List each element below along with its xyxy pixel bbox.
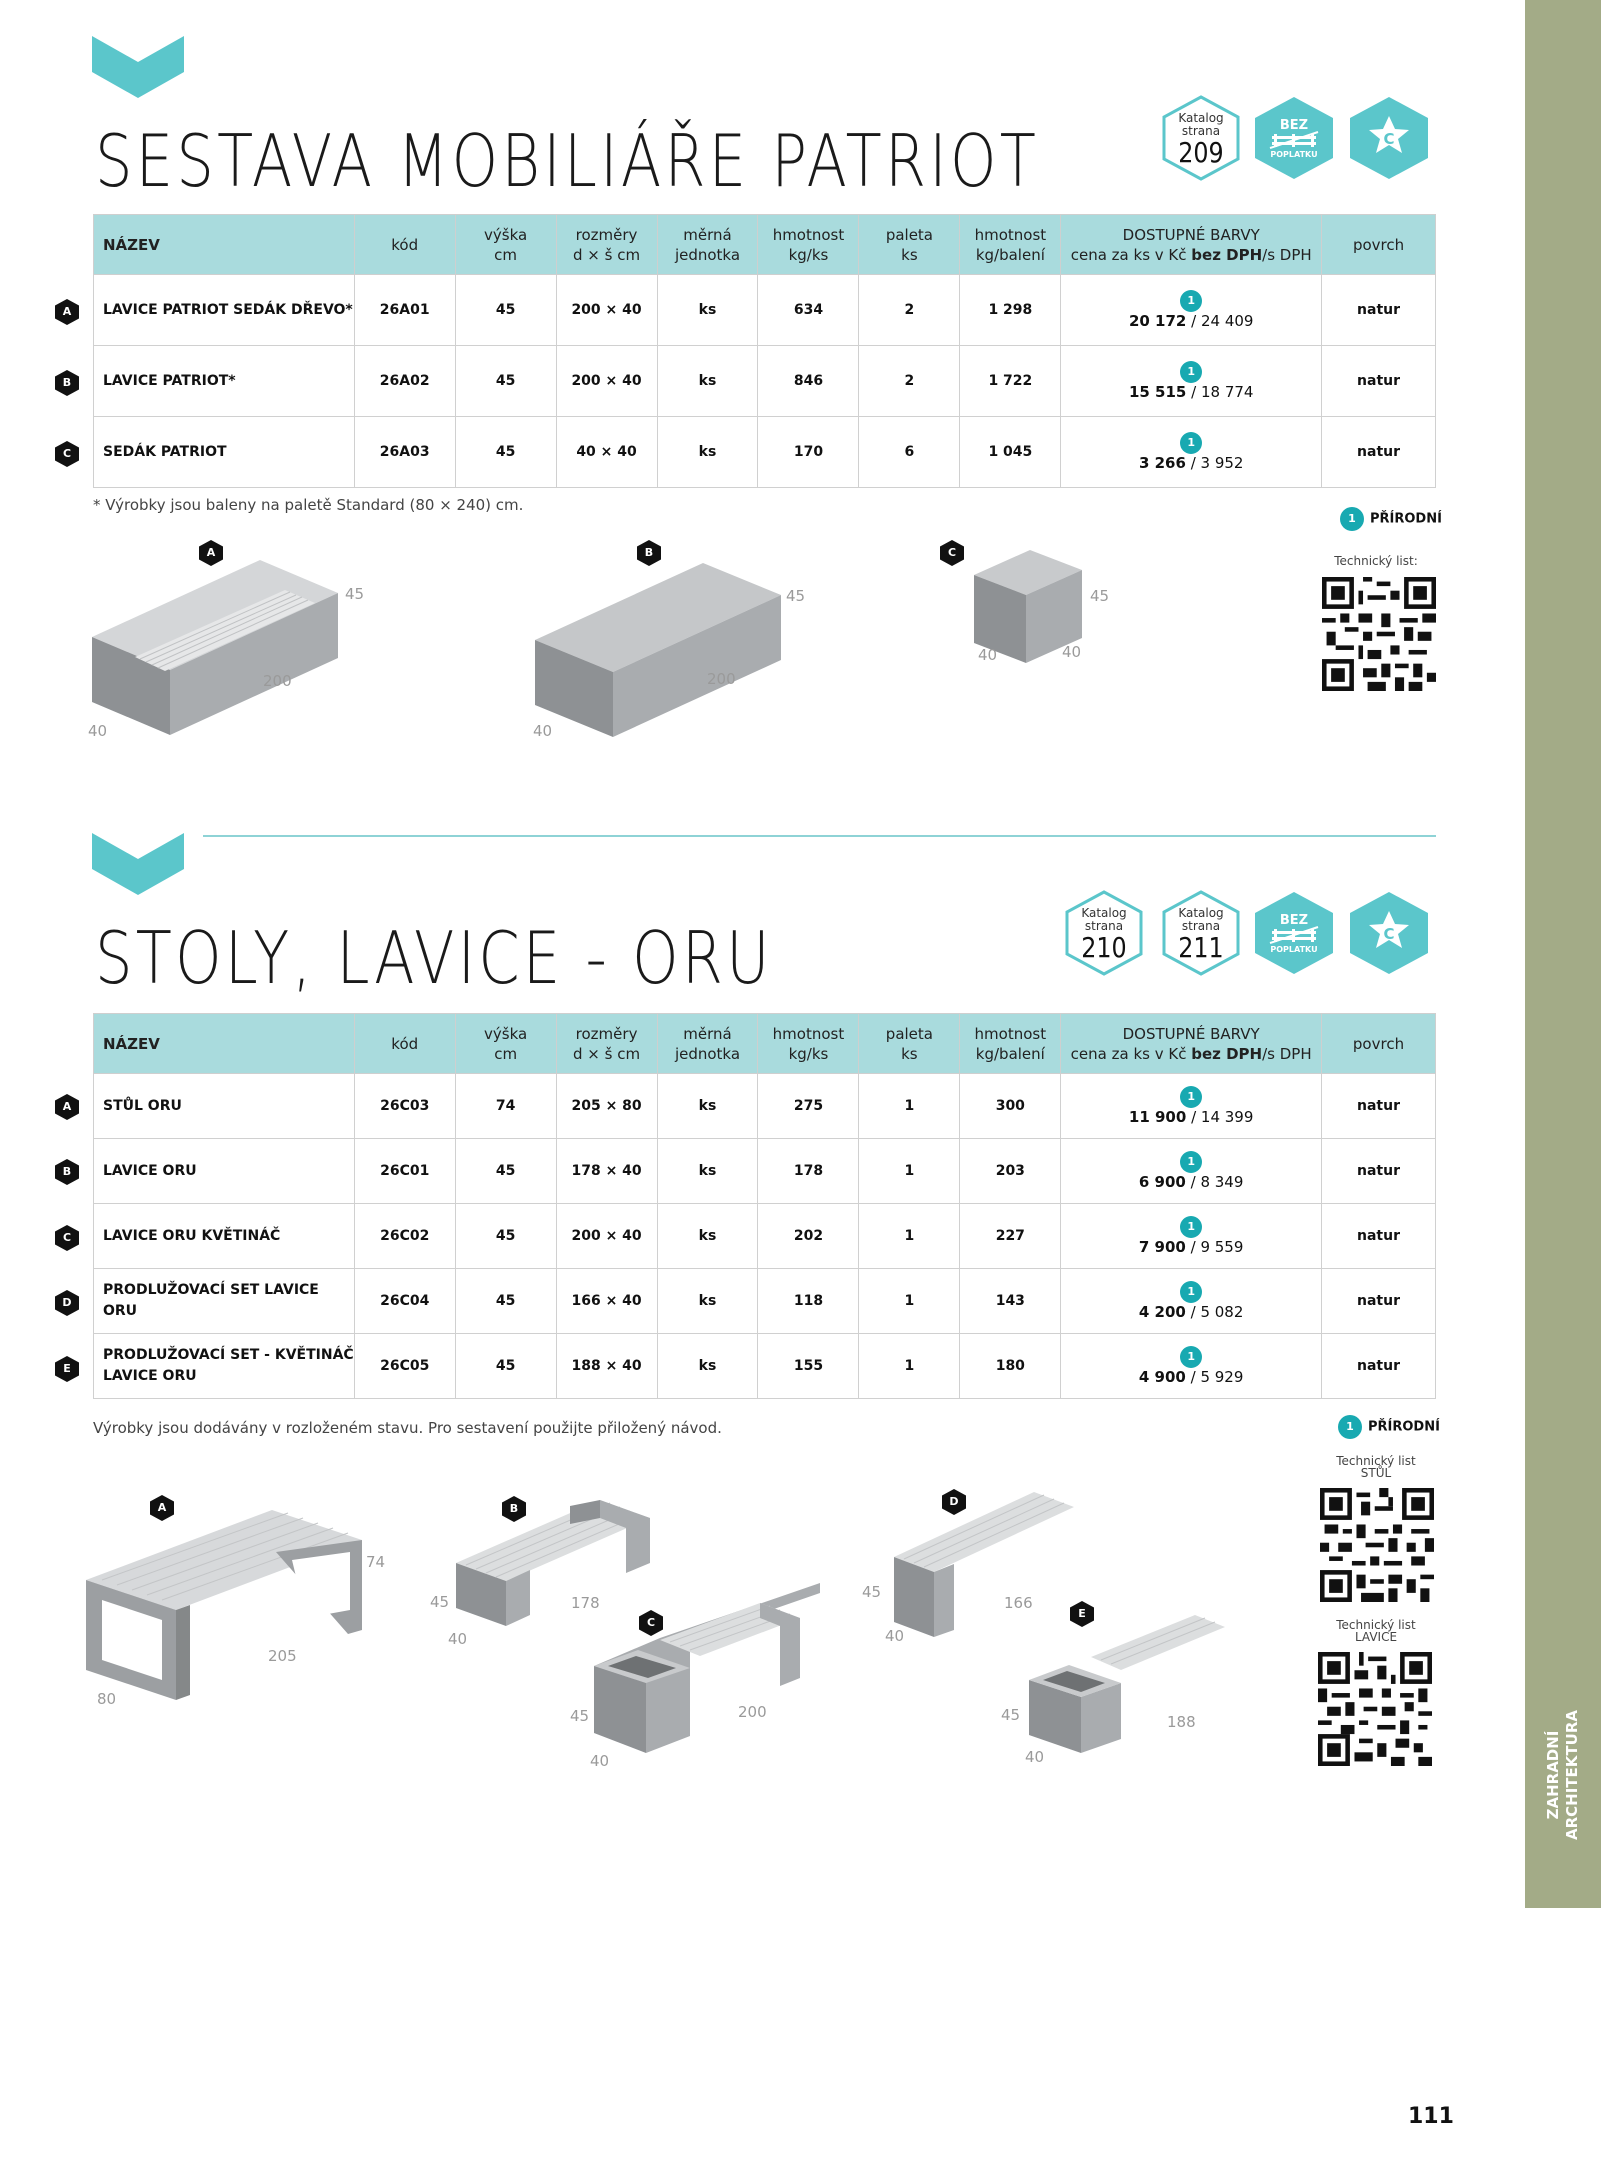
tech-sheet-label-stul: Technický list STŮL: [1336, 1454, 1416, 1480]
dim-length: 178: [571, 1594, 600, 1612]
header-pallet: paleta ks: [859, 215, 960, 275]
header-name: NÁZEV: [94, 215, 355, 275]
header-surface: povrch: [1322, 1014, 1436, 1074]
header-dims: rozměry d × š cm: [556, 215, 657, 275]
quality-class-c-badge: C: [1345, 889, 1433, 977]
color-natural-dot: 1: [1180, 290, 1202, 312]
color-natural-dot: 1: [1180, 1216, 1202, 1238]
dim-width: 40: [533, 722, 553, 740]
section-title: SESTAVA MOBILIÁŘE PATRIOT: [95, 119, 1040, 203]
cell-weight: 178: [758, 1139, 859, 1204]
dim-width: 40: [978, 646, 998, 664]
dim-length: 200: [263, 672, 292, 690]
row-mark-b: B: [55, 1159, 79, 1185]
cell-unit: ks: [657, 1139, 758, 1204]
cell-height: 74: [455, 1074, 556, 1139]
catalog-page-badge: Katalog strana 209: [1157, 94, 1245, 182]
header-pallet: paleta ks: [859, 1014, 960, 1074]
table-row: [94, 346, 1436, 417]
cell-surface: natur: [1322, 1074, 1436, 1139]
row-mark-a: A: [55, 1094, 79, 1120]
cell-height: 45: [455, 1139, 556, 1204]
dim-length: 205: [268, 1647, 297, 1665]
sidebar-label: ZAHRADNÍ ARCHITEKTURA: [1544, 1710, 1581, 1840]
cell-price: 1 6 900 / 8 349: [1061, 1139, 1322, 1204]
quality-class-c-badge: C: [1345, 94, 1433, 182]
table-row: [94, 1269, 1436, 1334]
header-code: kód: [354, 215, 455, 275]
cell-weight: 275: [758, 1074, 859, 1139]
cell-code: 26C03: [354, 1074, 455, 1139]
color-natural-dot: 1: [1180, 1151, 1202, 1173]
table-row: [94, 1074, 1436, 1139]
cell-pallet: 6: [859, 417, 960, 488]
dim-height: 45: [1001, 1706, 1021, 1724]
cell-weight: 155: [758, 1334, 859, 1399]
cell-surface: natur: [1322, 275, 1436, 346]
color-natural-dot: 1: [1338, 1415, 1362, 1439]
header-name: NÁZEV: [94, 1014, 355, 1074]
dim-length: 200: [707, 670, 736, 688]
product-mark-b: B: [637, 540, 661, 566]
dim-width: 40: [590, 1752, 610, 1770]
section-divider: [203, 835, 1436, 837]
color-legend: 1 PŘÍRODNÍ: [1338, 1415, 1440, 1439]
cell-unit: ks: [657, 1334, 758, 1399]
catalog-page-badge: Katalog strana 211: [1157, 889, 1245, 977]
cell-name: PRODLUŽOVACÍ SET LAVICE ORU: [94, 1269, 355, 1334]
cell-price: 1 3 266 / 3 952: [1061, 417, 1322, 488]
cell-weight-pack: 1 045: [960, 417, 1061, 488]
cell-name: LAVICE ORU: [94, 1139, 355, 1204]
cell-weight: 634: [758, 275, 859, 346]
header-colors: DOSTUPNÉ BARVY cena za ks v Kč bez DPH/s DPH: [1061, 215, 1322, 275]
header-unit: měrná jednotka: [657, 215, 758, 275]
cell-price: 1 4 200 / 5 082: [1061, 1269, 1322, 1334]
dim-width: 40: [885, 1627, 905, 1645]
cell-price: 1 4 900 / 5 929: [1061, 1334, 1322, 1399]
cell-name: STŮL ORU: [94, 1074, 355, 1139]
dim-length: 188: [1167, 1713, 1196, 1731]
dim-length: 200: [738, 1703, 767, 1721]
cell-weight-pack: 1 298: [960, 275, 1061, 346]
dim-height: 45: [862, 1583, 882, 1601]
color-natural-dot: 1: [1340, 507, 1364, 531]
cell-code: 26A02: [354, 346, 455, 417]
cell-dims: 40 × 40: [556, 417, 657, 488]
cell-price: 1 11 900 / 14 399: [1061, 1074, 1322, 1139]
color-natural-dot: 1: [1180, 1346, 1202, 1368]
cell-weight-pack: 300: [960, 1074, 1061, 1139]
cell-weight-pack: 203: [960, 1139, 1061, 1204]
color-natural-dot: 1: [1180, 1281, 1202, 1303]
cell-code: 26A03: [354, 417, 455, 488]
header-surface: povrch: [1322, 215, 1436, 275]
dim-height: 45: [1090, 587, 1110, 605]
dim-height: 74: [366, 1553, 386, 1571]
cell-pallet: 2: [859, 346, 960, 417]
color-natural-dot: 1: [1180, 1086, 1202, 1108]
cell-height: 45: [455, 417, 556, 488]
dim-height: 45: [786, 587, 806, 605]
cell-name: LAVICE PATRIOT*: [94, 346, 355, 417]
product-mark-d: D: [942, 1489, 966, 1515]
dim-height: 45: [345, 585, 365, 603]
cell-price: 1 20 172 / 24 409: [1061, 275, 1322, 346]
cell-weight: 202: [758, 1204, 859, 1269]
page-number: 111: [1408, 2104, 1454, 2129]
cell-code: 26C04: [354, 1269, 455, 1334]
product-mark-c: C: [940, 540, 964, 566]
product-image-prodluzovaci-set-kvetinac: [1025, 1595, 1225, 1755]
row-mark-e: E: [55, 1356, 79, 1382]
header-weight-pack: hmotnost kg/balení: [960, 215, 1061, 275]
cell-weight-pack: 227: [960, 1204, 1061, 1269]
product-mark-a: A: [150, 1495, 174, 1521]
cell-price: 1 15 515 / 18 774: [1061, 346, 1322, 417]
catalog-page-badge: Katalog strana 210: [1060, 889, 1148, 977]
row-mark-d: D: [55, 1290, 79, 1316]
header-code: kód: [354, 1014, 455, 1074]
dim-width: 40: [448, 1630, 468, 1648]
color-natural-dot: 1: [1180, 361, 1202, 383]
chevron-icon: [92, 36, 184, 98]
cell-dims: 200 × 40: [556, 346, 657, 417]
tech-sheet-label-lavice: Technický list LAVICE: [1336, 1618, 1416, 1644]
row-mark-a: A: [55, 299, 79, 325]
cell-name: PRODLUŽOVACÍ SET - KVĚTINÁČ LAVICE ORU: [94, 1334, 355, 1399]
cell-dims: 200 × 40: [556, 275, 657, 346]
cell-pallet: 1: [859, 1204, 960, 1269]
cell-code: 26A01: [354, 275, 455, 346]
cell-height: 45: [455, 1269, 556, 1334]
dim-height: 45: [430, 1593, 450, 1611]
header-unit: měrná jednotka: [657, 1014, 758, 1074]
sidebar-tab: [1525, 0, 1601, 1908]
cell-weight: 846: [758, 346, 859, 417]
dim-height: 45: [570, 1707, 590, 1725]
header-weight: hmotnost kg/ks: [758, 215, 859, 275]
product-image-stul-oru: [82, 1500, 372, 1710]
row-mark-c: C: [55, 441, 79, 467]
table-row: [94, 1334, 1436, 1399]
chevron-icon: [92, 833, 184, 895]
assembly-note: Výrobky jsou dodávány v rozloženém stavu. Pro sestavení použijte přiložený návod.: [93, 1419, 722, 1437]
cell-name: LAVICE ORU KVĚTINÁČ: [94, 1204, 355, 1269]
cell-surface: natur: [1322, 417, 1436, 488]
cell-weight: 118: [758, 1269, 859, 1334]
cell-unit: ks: [657, 1204, 758, 1269]
color-legend: 1 PŘÍRODNÍ: [1340, 507, 1442, 531]
cell-code: 26C05: [354, 1334, 455, 1399]
qr-code-icon: [1322, 577, 1436, 691]
cell-surface: natur: [1322, 1334, 1436, 1399]
product-image-lavice-patriot-drevo: [80, 545, 360, 745]
product-table: [93, 1013, 1436, 1399]
qr-code-icon: [1318, 1652, 1432, 1766]
cell-dims: 166 × 40: [556, 1269, 657, 1334]
product-mark-c: C: [639, 1610, 663, 1636]
tech-sheet-label: Technický list:: [1334, 554, 1418, 568]
cell-name: LAVICE PATRIOT SEDÁK DŘEVO*: [94, 275, 355, 346]
no-fee-pallet-badge: BEZ POPLATKU: [1250, 889, 1338, 977]
table-header: [94, 215, 1436, 275]
dim-length: 166: [1004, 1594, 1033, 1612]
header-weight: hmotnost kg/ks: [758, 1014, 859, 1074]
product-image-lavice-oru-kvetinac: [590, 1578, 820, 1758]
table-header: [94, 1014, 1436, 1074]
product-table: [93, 214, 1436, 488]
cell-unit: ks: [657, 1269, 758, 1334]
product-mark-b: B: [502, 1496, 526, 1522]
cell-height: 45: [455, 1334, 556, 1399]
section-title: STOLY, LAVICE - ORU: [95, 916, 773, 1000]
cell-unit: ks: [657, 417, 758, 488]
cell-weight-pack: 180: [960, 1334, 1061, 1399]
table-row: [94, 275, 1436, 346]
cell-surface: natur: [1322, 346, 1436, 417]
header-dims: rozměry d × š cm: [556, 1014, 657, 1074]
cell-pallet: 1: [859, 1139, 960, 1204]
product-image-lavice-patriot: [525, 545, 805, 745]
qr-code-icon: [1320, 1488, 1434, 1602]
product-mark-a: A: [199, 540, 223, 566]
cell-dims: 200 × 40: [556, 1204, 657, 1269]
cell-code: 26C01: [354, 1139, 455, 1204]
dim-width: 80: [97, 1690, 117, 1708]
table-row: [94, 1204, 1436, 1269]
cell-dims: 188 × 40: [556, 1334, 657, 1399]
cell-weight-pack: 1 722: [960, 346, 1061, 417]
header-weight-pack: hmotnost kg/balení: [960, 1014, 1061, 1074]
color-natural-dot: 1: [1180, 432, 1202, 454]
cell-weight-pack: 143: [960, 1269, 1061, 1334]
table-row: [94, 1139, 1436, 1204]
cell-name: SEDÁK PATRIOT: [94, 417, 355, 488]
cell-height: 45: [455, 346, 556, 417]
cell-height: 45: [455, 275, 556, 346]
dim-width: 40: [1025, 1748, 1045, 1766]
cell-unit: ks: [657, 1074, 758, 1139]
cell-height: 45: [455, 1204, 556, 1269]
dim-width: 40: [88, 722, 108, 740]
cell-code: 26C02: [354, 1204, 455, 1269]
header-colors: DOSTUPNÉ BARVY cena za ks v Kč bez DPH/s DPH: [1061, 1014, 1322, 1074]
cell-unit: ks: [657, 275, 758, 346]
cell-unit: ks: [657, 346, 758, 417]
cell-surface: natur: [1322, 1204, 1436, 1269]
cell-weight: 170: [758, 417, 859, 488]
no-fee-pallet-badge: BEZ POPLATKU: [1250, 94, 1338, 182]
cell-surface: natur: [1322, 1139, 1436, 1204]
header-height: výška cm: [455, 215, 556, 275]
packaging-note: * Výrobky jsou baleny na paletě Standard (80 × 240) cm.: [93, 496, 524, 514]
cell-pallet: 1: [859, 1269, 960, 1334]
row-mark-b: B: [55, 370, 79, 396]
table-row: [94, 417, 1436, 488]
cell-price: 1 7 900 / 9 559: [1061, 1204, 1322, 1269]
cell-pallet: 2: [859, 275, 960, 346]
product-mark-e: E: [1070, 1601, 1094, 1627]
cell-surface: natur: [1322, 1269, 1436, 1334]
header-height: výška cm: [455, 1014, 556, 1074]
cell-dims: 178 × 40: [556, 1139, 657, 1204]
cell-pallet: 1: [859, 1334, 960, 1399]
row-mark-c: C: [55, 1225, 79, 1251]
cell-dims: 205 × 80: [556, 1074, 657, 1139]
cell-pallet: 1: [859, 1074, 960, 1139]
dim-depth: 40: [1062, 643, 1082, 661]
